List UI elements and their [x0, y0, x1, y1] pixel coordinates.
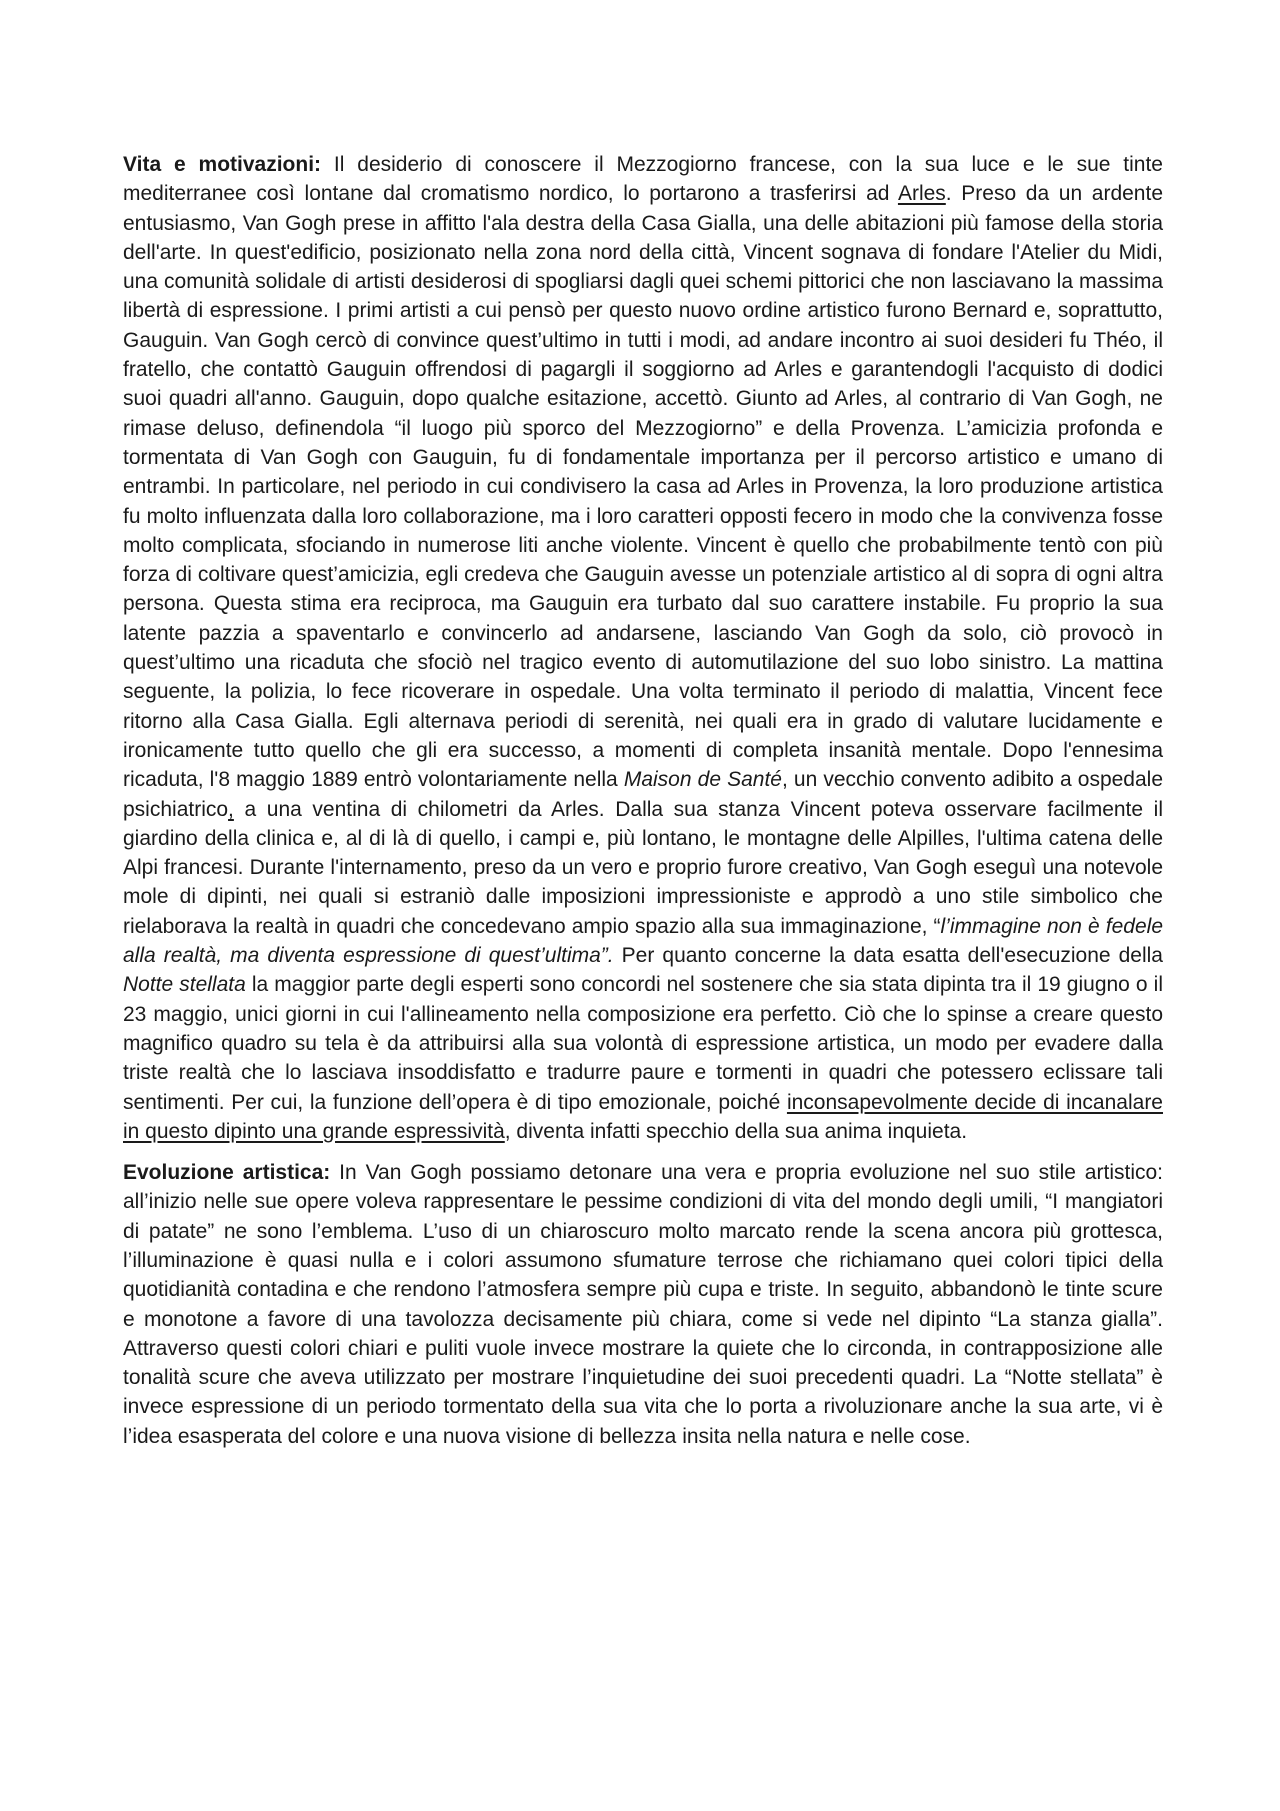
link-arles[interactable]: Arles [897, 182, 946, 206]
section-heading: Evoluzione artistica: [123, 1161, 331, 1185]
paragraph-evoluzione-artistica [123, 1158, 1163, 1451]
italic-title: Notte stellata [123, 973, 246, 997]
italic-quote: l’immagine non è fedele alla realtà, ma diventa espressione di quest’ultima”. [123, 914, 1163, 968]
body-text: a una ventina di chilometri da Arles. Dalla sua stanza Vincent poteva osservare facilmente il giardino della clinica e, al di là di quello, i campi e, più lontano, le montagne delle Alpilles, l'ultima catena delle Alpi francesi. Durante l'internamento, preso da un vero e proprio furore creativo, Van Gogh eseguì una notevole mole di dipinti, nei quali si estraniò dalle imposizioni impressioniste e approdò a uno stile simbolico che rielaborava la realtà in quadri che concedevano ampio spazio alla sua immaginazione, “ [123, 797, 1163, 938]
body-text: , un vecchio convento adibito a ospedale psichiatrico [123, 768, 1164, 821]
underlined-phrase: inconsapevolmente decide di incanalare in questo dipinto una grande espressività [123, 1090, 1163, 1143]
body-text: Il desiderio di conoscere il Mezzogiorno francese, con la sua luce e le sue tinte mediterranee così lontane dal cromatismo nordico, lo portarono a trasferirsi ad [123, 153, 1163, 206]
document-page [123, 150, 1163, 1451]
body-text: In Van Gogh possiamo detonare una vera e propria evoluzione nel suo stile artistico: all’inizio nelle sue opere voleva rappresentare le pessime condizioni di vita del mondo degli umili, “I mangiatori di patate” ne sono l’emblema. L’uso di un chiaroscuro molto marcato rende la scena ancora più grottesca, l’illuminazione è quasi nulla e i colori assumono sfumature terrose che richiamano quei colori tipici della quotidianità contadina e che rendono l’atmosfera sempre più cupa e triste. In seguito, abbandonò le tinte scure e monotone a favore di una tavolozza decisamente più chiara, come si vede nel dipinto “La stanza gialla”. Attraverso questi colori chiari e puliti vuole invece mostrare la quiete che lo circonda, in contrapposizione alle tonalità scure che aveva utilizzato per mostrare l’inquietudine dei suoi precedenti quadri. La “Notte stellata” è invece espressione di un periodo tormentato della sua vita che lo porta a rivoluzionare anche la sua arte, vi è l’idea esasperata del colore e una nuova visione di bellezza insita nella natura e nelle cose. [123, 1161, 1163, 1448]
body-text: . Preso da un ardente entusiasmo, Van Gogh prese in affitto l'ala destra della Casa Gialla, una delle abitazioni più famose della storia dell'arte. In quest'edificio, posizionato nella zona nord della città, Vincent sognava di fondare l'Atelier du Midi, una comunità solidale di artisti desiderosi di spogliarsi dagli quei schemi pittorici che non lasciavano la massima libertà di espressione. I primi artisti a cui pensò per questo nuovo ordine artistico furono Bernard e, soprattutto, Gauguin. Van Gogh cercò di convince quest’ultimo in tutti i modi, ad andare incontro ai suoi desideri fu Théo, il fratello, che contattò Gauguin offrendosi di pagargli il soggiorno ad Arles e garantendogli l'acquisto di dodici suoi quadri all'anno. Gauguin, dopo qualche esitazione, accettò. Giunto ad Arles, al contrario di Van Gogh, ne rimase deluso, definendola “il luogo più sporco del Mezzogiorno” e della Provenza. L’amicizia profonda e tormentata di Van Gogh con Gauguin, fu di fondamentale importanza per il percorso artistico e umano di entrambi. In particolare, nel periodo in cui condivisero la casa ad Arles in Provenza, la loro produzione artistica fu molto influenzata dalla loro collaborazione, ma i loro caratteri opposti fecero in modo che la convivenza fosse molto complicata, sfociando in numerose liti anche violente. Vincent è quello che probabilmente tentò con più forza di coltivare quest’amicizia, egli credeva che Gauguin avesse un potenziale artistico al di sopra di ogni altra persona. Questa stima era reciproca, ma Gauguin era turbato dal suo carattere instabile. Fu proprio la sua latente pazzia a spaventarlo e convincerlo ad andarsene, lasciando Van Gogh da solo, ciò provocò in quest’ultimo una ricaduta che sfociò nel tragico evento di automutilazione del suo lobo sinistro. La mattina seguente, la polizia, lo fece ricoverare in ospedale. Una volta terminato il periodo di malattia, Vincent fece ritorno alla Casa Gialla. Egli alternava periodi di serenità, nei quali era in grado di valutare lucidamente e ironicamente tutto quello che gli era successo, a momenti di completa insanità mentale. Dopo l'ennesima ricaduta, l'8 maggio 1889 entrò volontariamente nella [123, 182, 1164, 792]
body-text: la maggior parte degli esperti sono concordi nel sostenere che sia stata dipinta tra il 19 giugno o il 23 maggio, unici giorni in cui l'allineamento nella composizione era perfetto. Ciò che lo spinse a creare questo magnifico quadro su tela è da attribuirsi alla sua volontà di espressione artistica, un modo per evadere dalla triste realtà che lo lasciava insoddisfatto e tradurre paure e tormenti in quadri che potessero eclissare tali sentimenti. Per cui, la funzione dell’opera è di tipo emozionale, poiché [123, 973, 1163, 1114]
body-text: , diventa infatti specchio della sua anima inquieta. [504, 1119, 968, 1143]
underlined-comma: , [228, 797, 234, 821]
italic-term: Maison de Santé [623, 768, 782, 792]
section-heading: Vita e motivazioni: [123, 153, 322, 176]
paragraph-vita-e-motivazioni [123, 150, 1163, 1146]
body-text: Per quanto concerne la data esatta dell'esecuzione della [613, 944, 1163, 968]
